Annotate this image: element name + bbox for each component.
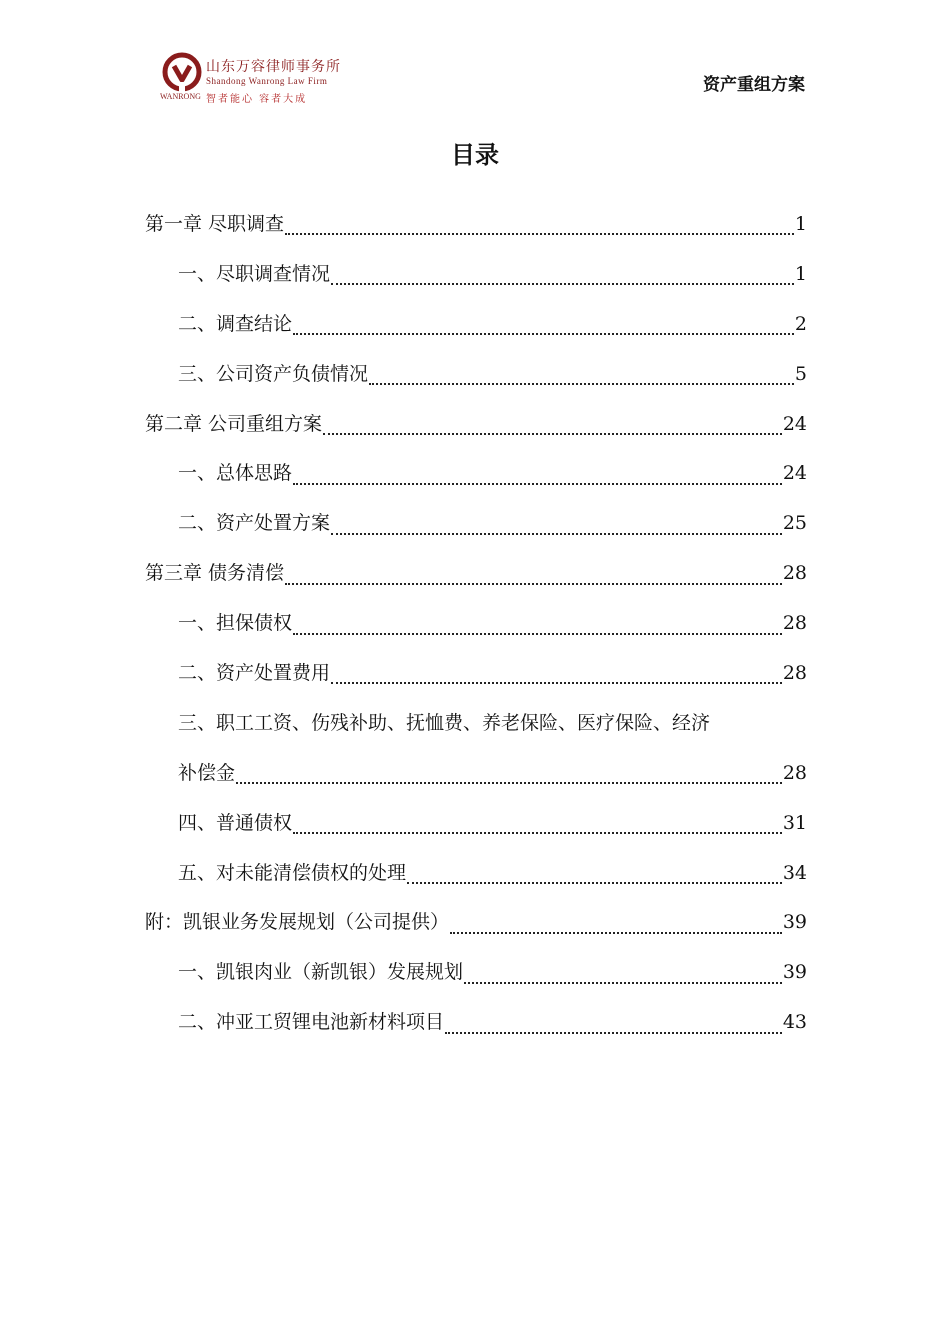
toc-page-number: 24 <box>782 412 807 435</box>
toc-entry-label: 二、资产处置费用 <box>178 662 331 685</box>
toc-dot-leader <box>293 632 782 635</box>
toc-dot-leader <box>293 332 794 335</box>
toc-entry-label: 一、尽职调查情况 <box>178 262 331 285</box>
toc-page-number: 2 <box>794 312 807 335</box>
toc-page-number: 28 <box>782 612 807 635</box>
toc-entry[interactable] <box>145 898 807 948</box>
toc-entry-label: 第一章 尽职调查 <box>145 213 285 235</box>
toc-entry-label: 五、对未能清偿债权的处理 <box>178 861 407 884</box>
toc-entry-label: 二、资产处置方案 <box>178 512 331 535</box>
toc-dot-leader <box>331 282 794 285</box>
toc-page-number: 1 <box>794 262 807 285</box>
toc-entry-label: 一、总体思路 <box>178 462 293 485</box>
toc-page-number: 31 <box>782 811 807 834</box>
toc-dot-leader <box>450 931 782 934</box>
toc-entry[interactable] <box>145 998 807 1048</box>
logo-wordmark: WANRONG <box>160 92 201 101</box>
toc-entry[interactable] <box>145 499 807 549</box>
toc-entry[interactable] <box>145 699 807 749</box>
toc-dot-leader <box>331 681 782 684</box>
toc-entry[interactable] <box>145 849 807 899</box>
page-header <box>0 0 950 130</box>
toc-dot-leader <box>285 582 782 585</box>
toc-entry[interactable] <box>145 449 807 499</box>
toc-page-number: 25 <box>782 512 807 535</box>
firm-emblem-icon <box>160 52 204 96</box>
toc-entry-label: 第二章 公司重组方案 <box>145 412 323 435</box>
toc-entry[interactable] <box>145 549 807 599</box>
toc-entry[interactable] <box>145 250 807 300</box>
toc-entry-label: 补偿金 <box>178 761 236 784</box>
toc-page-number: 24 <box>782 462 807 485</box>
toc-heading: 目录 <box>451 141 499 169</box>
logo-english-name: Shandong Wanrong Law Firm <box>206 76 328 86</box>
toc-entry[interactable] <box>145 300 807 350</box>
toc-entry-label: 三、职工工资、伤残补助、抚恤费、养老保险、医疗保险、经济 <box>178 711 711 734</box>
toc-entry-label: 四、普通债权 <box>178 811 293 834</box>
toc-page-number: 34 <box>782 861 807 884</box>
toc-page-number: 1 <box>794 213 807 235</box>
toc-entry-label: 二、冲亚工贸锂电池新材料项目 <box>178 1011 445 1034</box>
toc-entry-label: 一、凯银肉业（新凯银）发展规划 <box>178 961 464 984</box>
toc-dot-leader <box>464 981 782 984</box>
toc-dot-leader <box>236 781 782 784</box>
toc-dot-leader <box>285 232 794 235</box>
toc-entry-label: 附：凯银业务发展规划（公司提供） <box>145 911 450 934</box>
logo-slogan: 智者能心 容者大成 <box>206 94 308 105</box>
toc-dot-leader <box>293 482 782 485</box>
toc-entry[interactable] <box>145 799 807 849</box>
toc-entry[interactable] <box>145 350 807 400</box>
toc-entry[interactable] <box>145 948 807 998</box>
toc-dot-leader <box>445 1031 782 1034</box>
toc-page-number: 28 <box>782 761 807 784</box>
document-title: 资产重组方案 <box>703 75 805 95</box>
toc-dot-leader <box>369 382 794 385</box>
toc-entry-label: 一、担保债权 <box>178 612 293 635</box>
toc-page-number: 28 <box>782 562 807 585</box>
toc-entry[interactable] <box>145 200 807 250</box>
toc-dot-leader <box>293 831 782 834</box>
toc-entry[interactable] <box>145 749 807 799</box>
toc-entry[interactable] <box>145 649 807 699</box>
toc-entry-label: 第三章 债务清偿 <box>145 562 285 585</box>
toc-entry-label: 三、公司资产负债情况 <box>178 362 369 385</box>
toc-page-number: 5 <box>794 362 807 385</box>
toc-dot-leader <box>407 881 782 884</box>
toc-dot-leader <box>331 532 782 535</box>
toc-page-number: 39 <box>782 911 807 934</box>
logo-chinese-name: 山东万容律师事务所 <box>206 59 341 75</box>
toc-page-number: 43 <box>782 1011 807 1034</box>
law-firm-logo <box>160 52 350 108</box>
table-of-contents <box>145 200 807 1048</box>
toc-entry-label: 二、调查结论 <box>178 312 293 335</box>
toc-entry[interactable] <box>145 599 807 649</box>
toc-page-number: 39 <box>782 961 807 984</box>
toc-dot-leader <box>323 432 782 435</box>
toc-entry[interactable] <box>145 400 807 450</box>
toc-page-number: 28 <box>782 662 807 685</box>
